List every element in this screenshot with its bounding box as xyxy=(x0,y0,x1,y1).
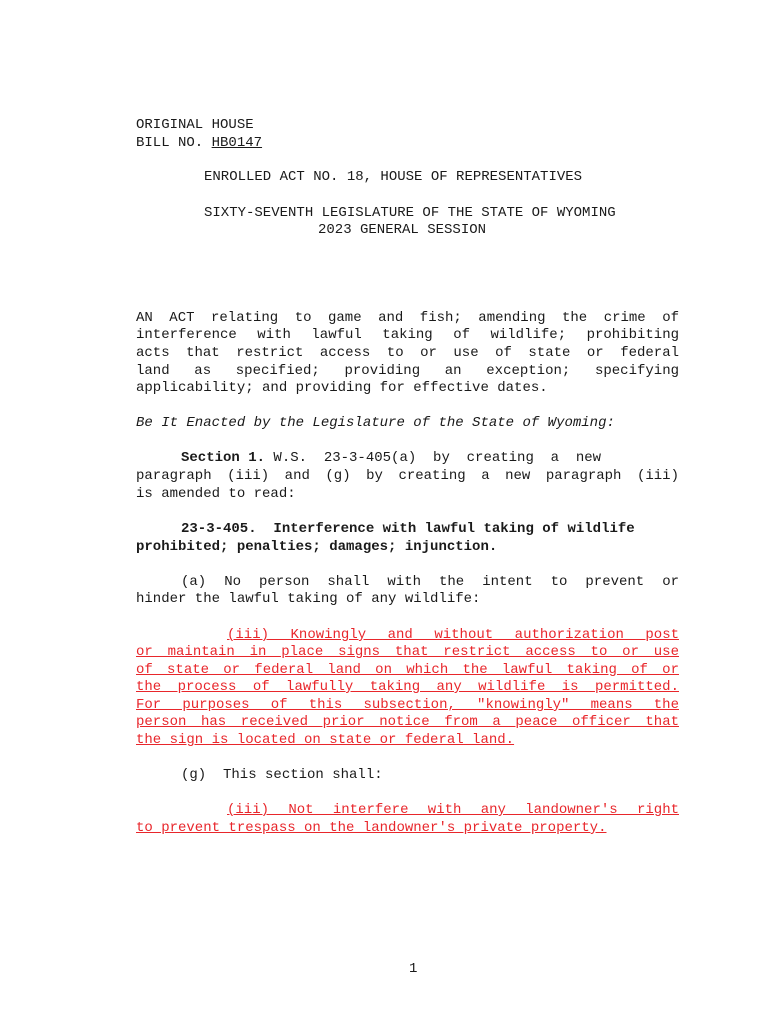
page-number: 1 xyxy=(409,961,418,977)
inserted-text-line: person has received prior notice from a peace officer that xyxy=(136,714,679,730)
subsection-g-line: (g) This section shall: xyxy=(181,767,383,783)
section-1-label: Section 1. xyxy=(181,450,266,466)
enrolled-act-line: ENROLLED ACT NO. 18, HOUSE OF REPRESENTATIVES xyxy=(204,169,583,185)
inserted-text-line: (iii) Not interfere with any landowner's right xyxy=(227,802,679,818)
inserted-text-line: the process of lawfully taking any wildlife is permitted. xyxy=(136,679,679,695)
enacting-clause: Be It Enacted by the Legislature of the State of Wyoming: xyxy=(136,415,615,431)
legislature-line: SIXTY-SEVENTH LEGISLATURE OF THE STATE OF WYOMING xyxy=(204,205,616,221)
inserted-text-line: of state or federal land on which the lawful taking of or xyxy=(136,662,679,678)
session-line: 2023 GENERAL SESSION xyxy=(318,222,487,238)
statute-heading-line-2: prohibited; penalties; damages; injunction. xyxy=(136,539,498,555)
inserted-text-line: (iii) Knowingly and without authorization post xyxy=(227,627,679,643)
inserted-text-line: or maintain in place signs that restrict access to or use xyxy=(136,644,679,660)
subsection-a-line-1: (a) No person shall with the intent to prevent or xyxy=(181,574,679,590)
inserted-text-line: the sign is located on state or federal land. xyxy=(136,732,515,748)
title-line: AN ACT relating to game and fish; amending the crime of xyxy=(136,310,679,326)
inserted-text-line: For purposes of this subsection, "knowingly" means the xyxy=(136,697,679,713)
title-line: acts that restrict access to or use of state or federal xyxy=(136,345,679,361)
bill-no-label: BILL NO. xyxy=(136,135,212,151)
subsection-a-line-2: hinder the lawful taking of any wildlife: xyxy=(136,591,481,607)
title-line: applicability; and providing for effective dates. xyxy=(136,380,548,396)
inserted-text-line: to prevent trespass on the landowner's private property. xyxy=(136,820,607,836)
title-line: land as specified; providing an exception; specifying xyxy=(136,363,679,379)
section-1-line-1 xyxy=(181,450,679,467)
bill-number: HB0147 xyxy=(211,135,263,151)
section-1-line-2: paragraph (iii) and (g) by creating a new paragraph (iii) xyxy=(136,468,679,484)
section-1-line-3: is amended to read: xyxy=(136,486,296,502)
statute-heading-line-1: 23-3-405. Interference with lawful taking of wildlife xyxy=(181,521,635,537)
bill-number-line xyxy=(136,135,262,152)
title-line: interference with lawful taking of wildlife; prohibiting xyxy=(136,327,679,343)
section-1-text: W.S. 23-3-405(a) by creating a new xyxy=(265,450,602,466)
original-house-label: ORIGINAL HOUSE xyxy=(136,117,254,133)
